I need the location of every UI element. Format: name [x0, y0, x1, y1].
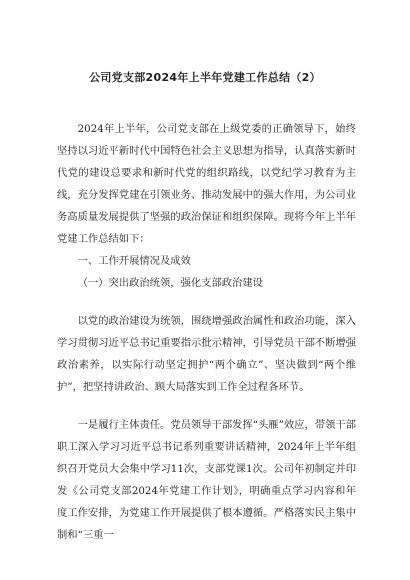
- subsection-heading: （一）突出政治统领，强化支部政治建设: [77, 277, 263, 289]
- section-heading: 一、工作开展情况及成效: [77, 255, 191, 267]
- body-paragraph-2: 一是履行主体责任。党员领导干部发挥“头雁”效应，带领干部职工深入学习习近平总书记系列重要讲话精神，2024年上半年组织召开党员大会集中学习11次，支部党课1次。公司年初制定并印发《公司党支部2024年党建工作计划》，明确重点学习内容和年度工作安排，为党建工作开展提供了根本遵循。严格落实民主集中制和“三重一: [57, 419, 356, 541]
- body-paragraph-1: 以党的政治建设为统领，围绕增强政治属性和政治功能，深入学习贯彻习近平总书记重要指示批示精神，引导党员干部不断增强政治素养，以实际行动坚定拥护“两个确立”、坚决做到“两个维护”，把坚持讲政治、顾大局落实到工作全过程各环节。: [57, 315, 356, 393]
- document-title: 公司党支部2024年上半年党建工作总结（2）: [89, 71, 321, 84]
- document-body: [57, 118, 356, 546]
- intro-paragraph: 2024年上半年，公司党支部在上级党委的正确领导下，始终坚持以习近平新时代中国特色社会主义思想为指导，认真落实新时代党的建设总要求和新时代党的组织路线，以党纪学习教育为主线，充分发挥党建在引领业务、推动发展中的强大作用，为公司业务高质量发展提供了坚强的政治保证和组织保障。现将今年上半年党建工作总结如下：: [57, 123, 356, 245]
